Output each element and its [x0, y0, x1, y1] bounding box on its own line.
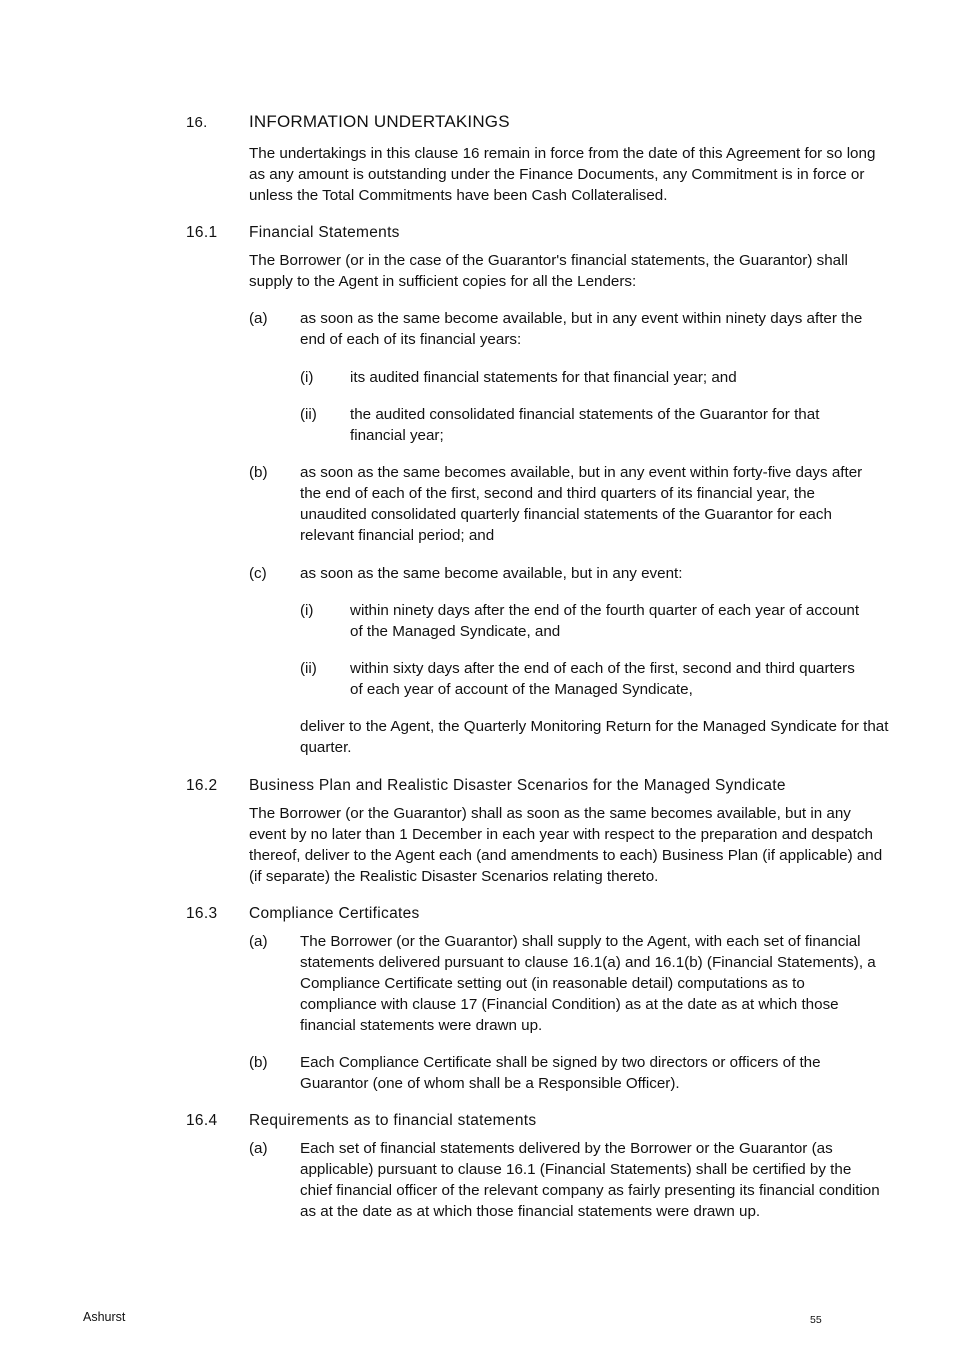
subparagraph-text: the audited consolidated financial statements of the Guarantor for that financial year;	[350, 406, 820, 444]
section-number: 16.4	[186, 1112, 218, 1129]
footer-page-number: 55	[810, 1314, 822, 1326]
section-title: Requirements as to financial statements	[249, 1112, 537, 1129]
footer-firm-name: Ashurst	[83, 1310, 126, 1324]
paragraph-text: as soon as the same becomes available, but in any event within forty-five days after the end of each of the first, second and third quarters of its financial year, the unaudited consolidated quarterly financial statements of the Guarantor for each relevant financial period; and	[300, 464, 863, 544]
section-number: 16.3	[186, 905, 218, 922]
subparagraph-text: within ninety days after the end of the fourth quarter of each year of account of the Managed Syndicate, and	[350, 602, 860, 640]
section-title: Compliance Certificates	[249, 905, 420, 922]
subparagraph-label: (ii)	[300, 406, 317, 423]
section-title: Business Plan and Realistic Disaster Scenarios for the Managed Syndicate	[249, 777, 786, 794]
paragraph-label: (a)	[249, 310, 268, 327]
paragraph-label: (c)	[249, 565, 267, 582]
section-number: 16.2	[186, 777, 218, 794]
section-number: 16.1	[186, 224, 218, 241]
clause-title: INFORMATION UNDERTAKINGS	[249, 112, 510, 131]
paragraph-16-1-c-continuation: deliver to the Agent, the Quarterly Monitoring Return for the Managed Syndicate for that quarter.	[300, 718, 889, 756]
paragraph-text: Each Compliance Certificate shall be signed by two directors or officers of the Guarantor (one of whom shall be a Responsible Officer).	[300, 1054, 821, 1092]
paragraph-text: as soon as the same become available, but in any event:	[300, 565, 683, 582]
subparagraph-label: (i)	[300, 369, 314, 386]
paragraph-label: (b)	[249, 1054, 268, 1071]
clause-16-intro: The undertakings in this clause 16 remain in force from the date of this Agreement for so long as any amount is outstanding under the Finance Documents, any Commitment is in force or unless the Total Commitments have been Cash Collateralised.	[249, 145, 876, 204]
paragraph-text: as soon as the same become available, but in any event within ninety days after the end of each of its financial years:	[300, 310, 863, 348]
subparagraph-text: its audited financial statements for that financial year; and	[350, 369, 737, 386]
section-16-2-text: The Borrower (or the Guarantor) shall as soon as the same becomes available, but in any event by no later than 1 December in each year with respect to the preparation and despatch thereof, deliver to the Agent each (and amendments to each) Business Plan (if applicable) and (if separate) the Realistic Disaster Scenarios relating thereto.	[249, 805, 883, 885]
paragraph-text: The Borrower (or the Guarantor) shall supply to the Agent, with each set of financial statements delivered pursuant to clause 16.1(a) and 16.1(b) (Financial Statements), a Compliance Certificate setting out (in reasonable detail) computations as to compliance with clause 17 (Financial Condition) as at the date as at which those financial statements were drawn up.	[300, 933, 876, 1034]
paragraph-label: (b)	[249, 464, 268, 481]
subparagraph-label: (i)	[300, 602, 314, 619]
section-16-1-intro: The Borrower (or in the case of the Guarantor's financial statements, the Guarantor) shall supply to the Agent in sufficient copies for all the Lenders:	[249, 252, 848, 290]
paragraph-label: (a)	[249, 1140, 268, 1157]
paragraph-label: (a)	[249, 933, 268, 950]
subparagraph-label: (ii)	[300, 660, 317, 677]
subparagraph-text: within sixty days after the end of each of the first, second and third quarters of each year of account of the Managed Syndicate,	[350, 660, 855, 698]
paragraph-text: Each set of financial statements delivered by the Borrower or the Guarantor (as applicable) pursuant to clause 16.1 (Financial Statements) shall be certified by the chief financial officer of the relevant company as fairly presenting its financial condition as at the date as at which those financial statements were drawn up.	[300, 1140, 880, 1220]
clause-number: 16.	[186, 114, 208, 131]
section-title: Financial Statements	[249, 224, 400, 241]
